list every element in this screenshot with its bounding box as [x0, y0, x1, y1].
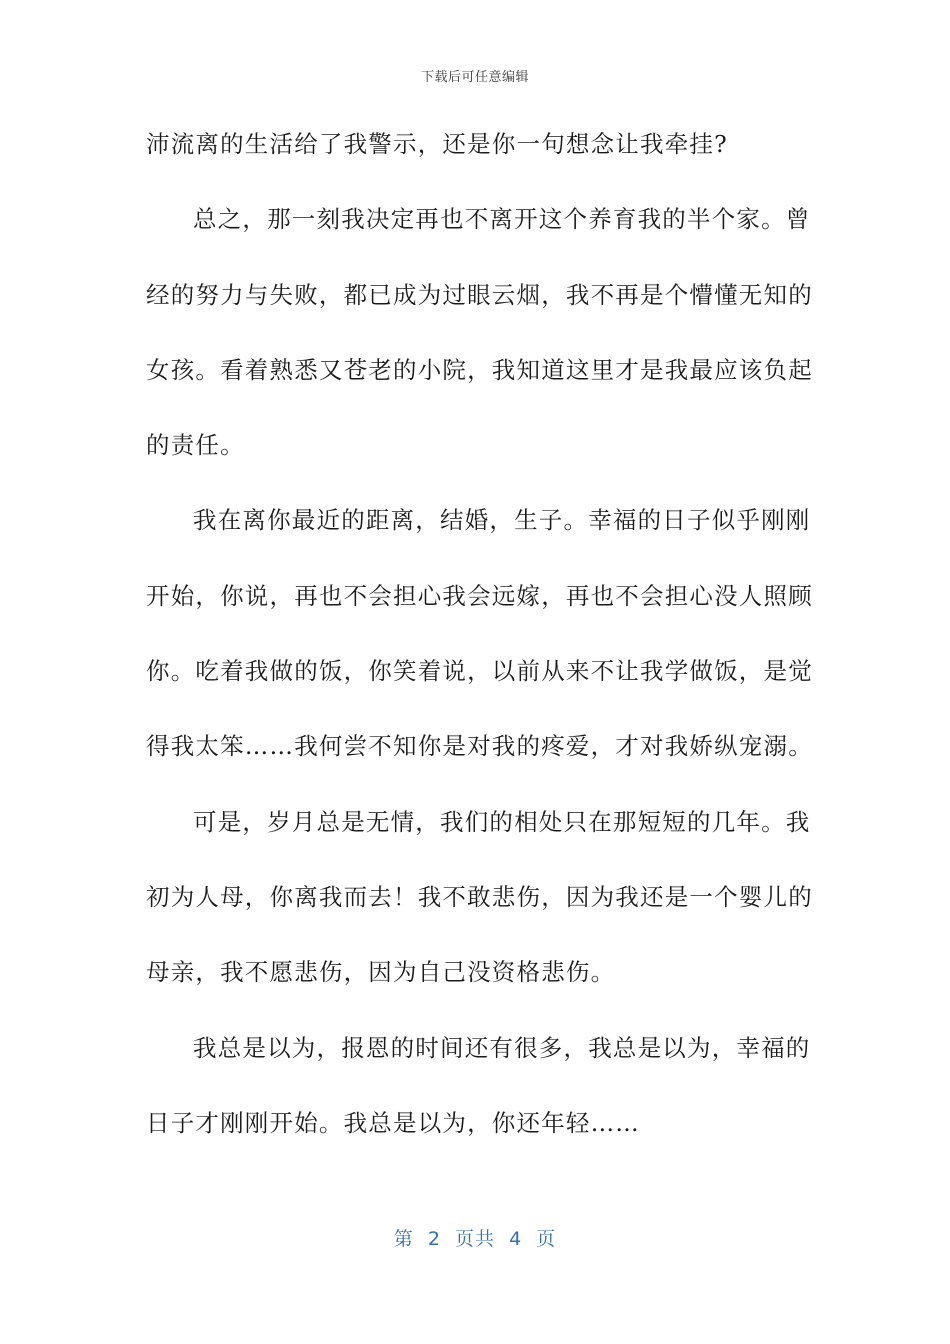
paragraph-first-line: 我总是以为，报恩的时间还有很多，我总是以为，幸福的: [193, 1033, 811, 1062]
paragraph-first-line: 我在离你最近的距离，结婚，生子。幸福的日子似乎刚刚: [193, 506, 811, 535]
text-line: 母亲，我不愿悲伤，因为自己没资格悲伤。: [146, 958, 616, 987]
text-line: 沛流离的生活给了我警示，还是你一句想念让我牵挂?: [146, 130, 728, 158]
text-line: 的责任。: [146, 431, 245, 460]
paragraph-first-line: 可是，岁月总是无情，我们的相处只在那短短的几年。我: [193, 807, 811, 836]
paragraph-first-line: 总之，那一刻我决定再也不离开这个养育我的半个家。曾: [193, 205, 811, 234]
page-header: 下载后可任意编辑: [420, 70, 529, 85]
text-line: 得我太笨……我何尝不知你是对我的疼爱，才对我娇纵宠溺。: [146, 732, 813, 761]
text-line: 女孩。看着熟悉又苍老的小院，我知道这里才是我最应该负起: [146, 355, 813, 384]
document-body: [146, 124, 813, 1178]
text-line: 开始，你说，再也不会担心我会远嫁，再也不会担心没人照顾: [146, 581, 813, 610]
text-line: 初为人母，你离我而去！我不敢悲伤，因为我还是一个婴儿的: [146, 882, 813, 911]
text-line: 经的努力与失败，都已成为过眼云烟，我不再是个懵懂无知的: [146, 280, 813, 309]
page-footer: 第 2 页共 4 页: [393, 1228, 557, 1250]
text-line: 日子才刚刚开始。我总是以为，你还年轻……: [146, 1108, 640, 1137]
text-line: 你。吃着我做的饭，你笑着说，以前从来不让我学做饭，是觉: [146, 657, 813, 686]
